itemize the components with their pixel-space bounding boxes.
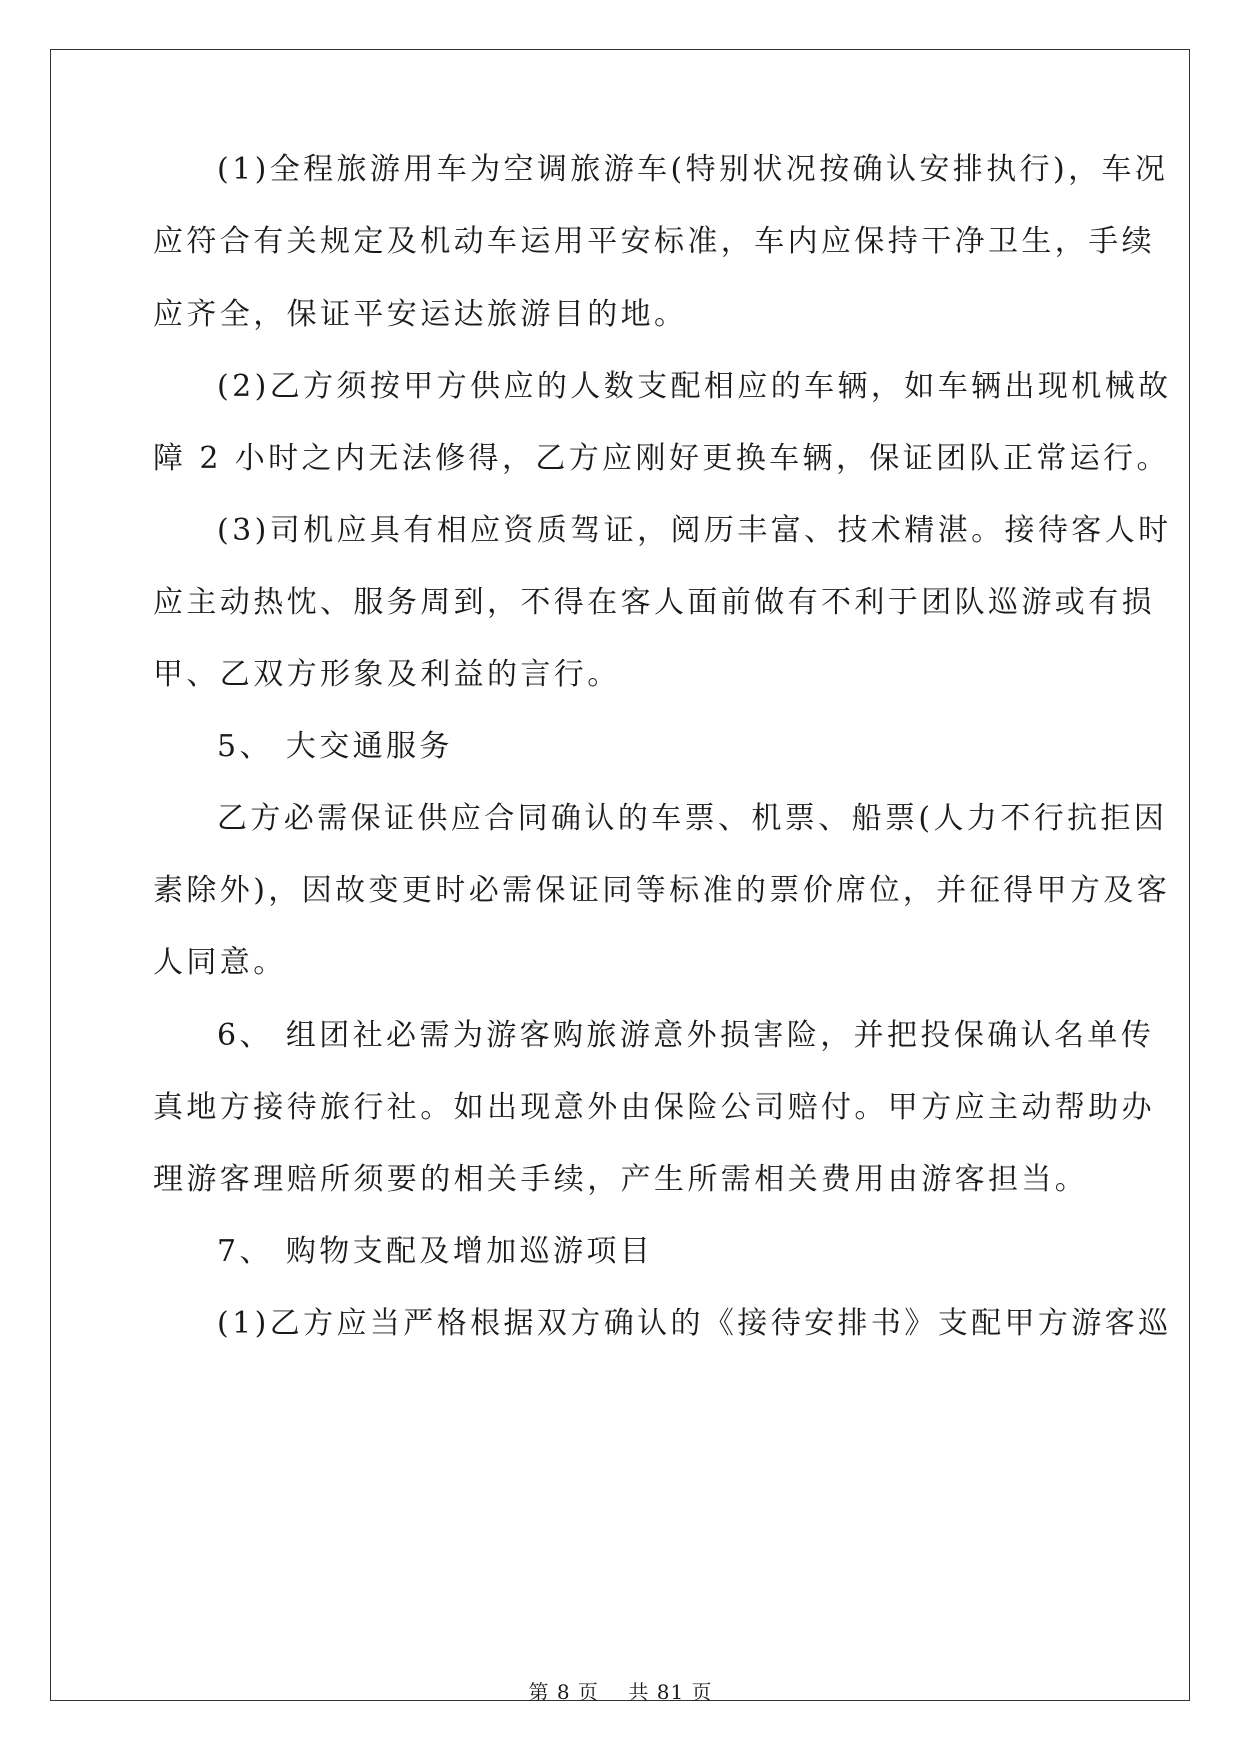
text-line: 障 2 小时之内无法修得，乙方应刚好更换车辆，保证团队正常运行。 bbox=[153, 441, 1170, 476]
text-line: (1)全程旅游用车为空调旅游车(特别状况按确认安排执行)，车况 bbox=[217, 152, 1169, 187]
page-total: 共 81 页 bbox=[628, 1680, 713, 1704]
page-footer bbox=[0, 1680, 1241, 1704]
section-heading: 7、 购物支配及增加巡游项目 bbox=[217, 1234, 654, 1269]
text-line: 甲、乙双方形象及利益的言行。 bbox=[153, 657, 621, 692]
text-line: 应主动热忱、服务周到，不得在客人面前做有不利于团队巡游或有损 bbox=[153, 585, 1155, 620]
text-line: 6、 组团社必需为游客购旅游意外损害险，并把投保确认名单传 bbox=[217, 1018, 1155, 1053]
text-line: 理游客理赔所须要的相关手续，产生所需相关费用由游客担当。 bbox=[153, 1162, 1089, 1197]
text-line: 应齐全，保证平安运达旅游目的地。 bbox=[153, 297, 688, 332]
text-line: 真地方接待旅行社。如出现意外由保险公司赔付。甲方应主动帮助办 bbox=[153, 1090, 1155, 1125]
text-line: 素除外)，因故变更时必需保证同等标准的票价席位，并征得甲方及客 bbox=[153, 873, 1171, 908]
text-line: 人同意。 bbox=[153, 945, 287, 980]
text-line: (2)乙方须按甲方供应的人数支配相应的车辆，如车辆出现机械故 bbox=[217, 369, 1172, 404]
section-heading: 5、 大交通服务 bbox=[217, 729, 453, 764]
text-line: 应符合有关规定及机动车运用平安标准，车内应保持干净卫生，手续 bbox=[153, 224, 1155, 259]
text-line: 乙方必需保证供应合同确认的车票、机票、船票(人力不行抗拒因 bbox=[217, 801, 1168, 836]
page-number: 第 8 页 bbox=[528, 1680, 599, 1704]
text-line: (3)司机应具有相应资质驾证，阅历丰富、技术精湛。接待客人时 bbox=[217, 513, 1172, 548]
text-line: (1)乙方应当严格根据双方确认的《接待安排书》支配甲方游客巡 bbox=[217, 1306, 1172, 1341]
